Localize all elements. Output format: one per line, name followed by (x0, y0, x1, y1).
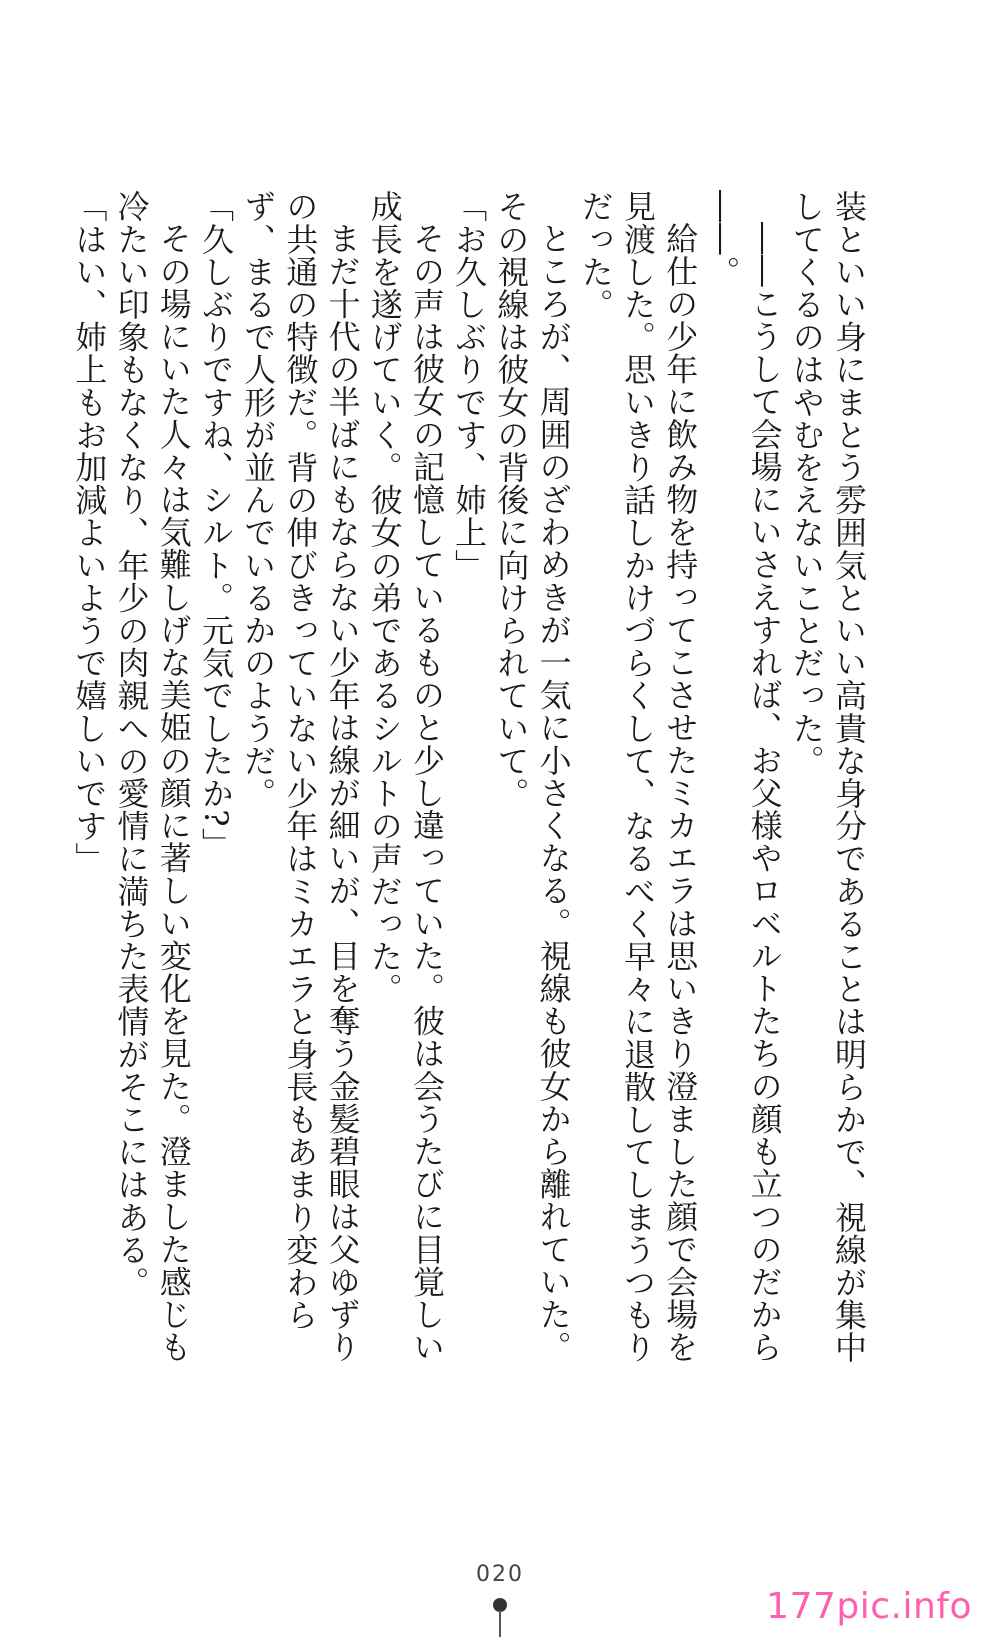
dialogue-3: 「はい、姉上もお加減よいようで嬉しいです」 (70, 190, 109, 875)
page-marker-line (499, 1610, 501, 1637)
dialogue-1: 「お久しぶりです、姉上」 (450, 190, 489, 582)
body-text (70, 190, 870, 1370)
paragraph-5: その声は彼女の記憶しているものと少し違っていた。彼は会うたびに目覚しい成長を遂げていく。彼女の弟であるシルトの声だった。 (365, 190, 446, 1363)
paragraph-2: ――こうして会場にいさえすれば、お父様やロベルトたちの顔も立つのだから――。 (703, 190, 784, 1363)
paragraph-6: まだ十代の半ばにもならない少年は線が細いが、目を奪う金髪碧眼は父ゆずりの共通の特徴だ。背の伸びきっていない少年はミカエラと身長もあまり変わらず、まるで人形が並んでいるかのようだ。 (239, 190, 362, 1363)
page-number: 020 (476, 1562, 524, 1587)
dialogue-2: 「久しぶりですね、シルト。元気でしたか?」 (196, 190, 235, 860)
paragraph-3: 給仕の少年に飲み物を持ってこさせたミカエラは思いきり澄ました顔で会場を見渡した。思いきり話しかけづらくして、なるべく早々に退散してしまうつもりだった。 (576, 190, 700, 1364)
paragraph-4: ところが、周囲のざわめきが一気に小さくなる。視線も彼女から離れていた。その視線は彼女の背後に向けられていて。 (492, 190, 573, 1363)
watermark: 177pic.info (766, 1586, 972, 1627)
paragraph-1: 装といい身にまとう雰囲気といい高貴な身分であることは明らかで、視線が集中してくるのはやむをえないことだった。 (787, 190, 868, 1364)
paragraph-7: その場にいた人々は気難しげな美姫の顔に著しい変化を見た。澄ました感じも冷たい印象もなくなり、年少の肉親への愛情に満ちた表情がそこにはある。 (112, 190, 193, 1363)
